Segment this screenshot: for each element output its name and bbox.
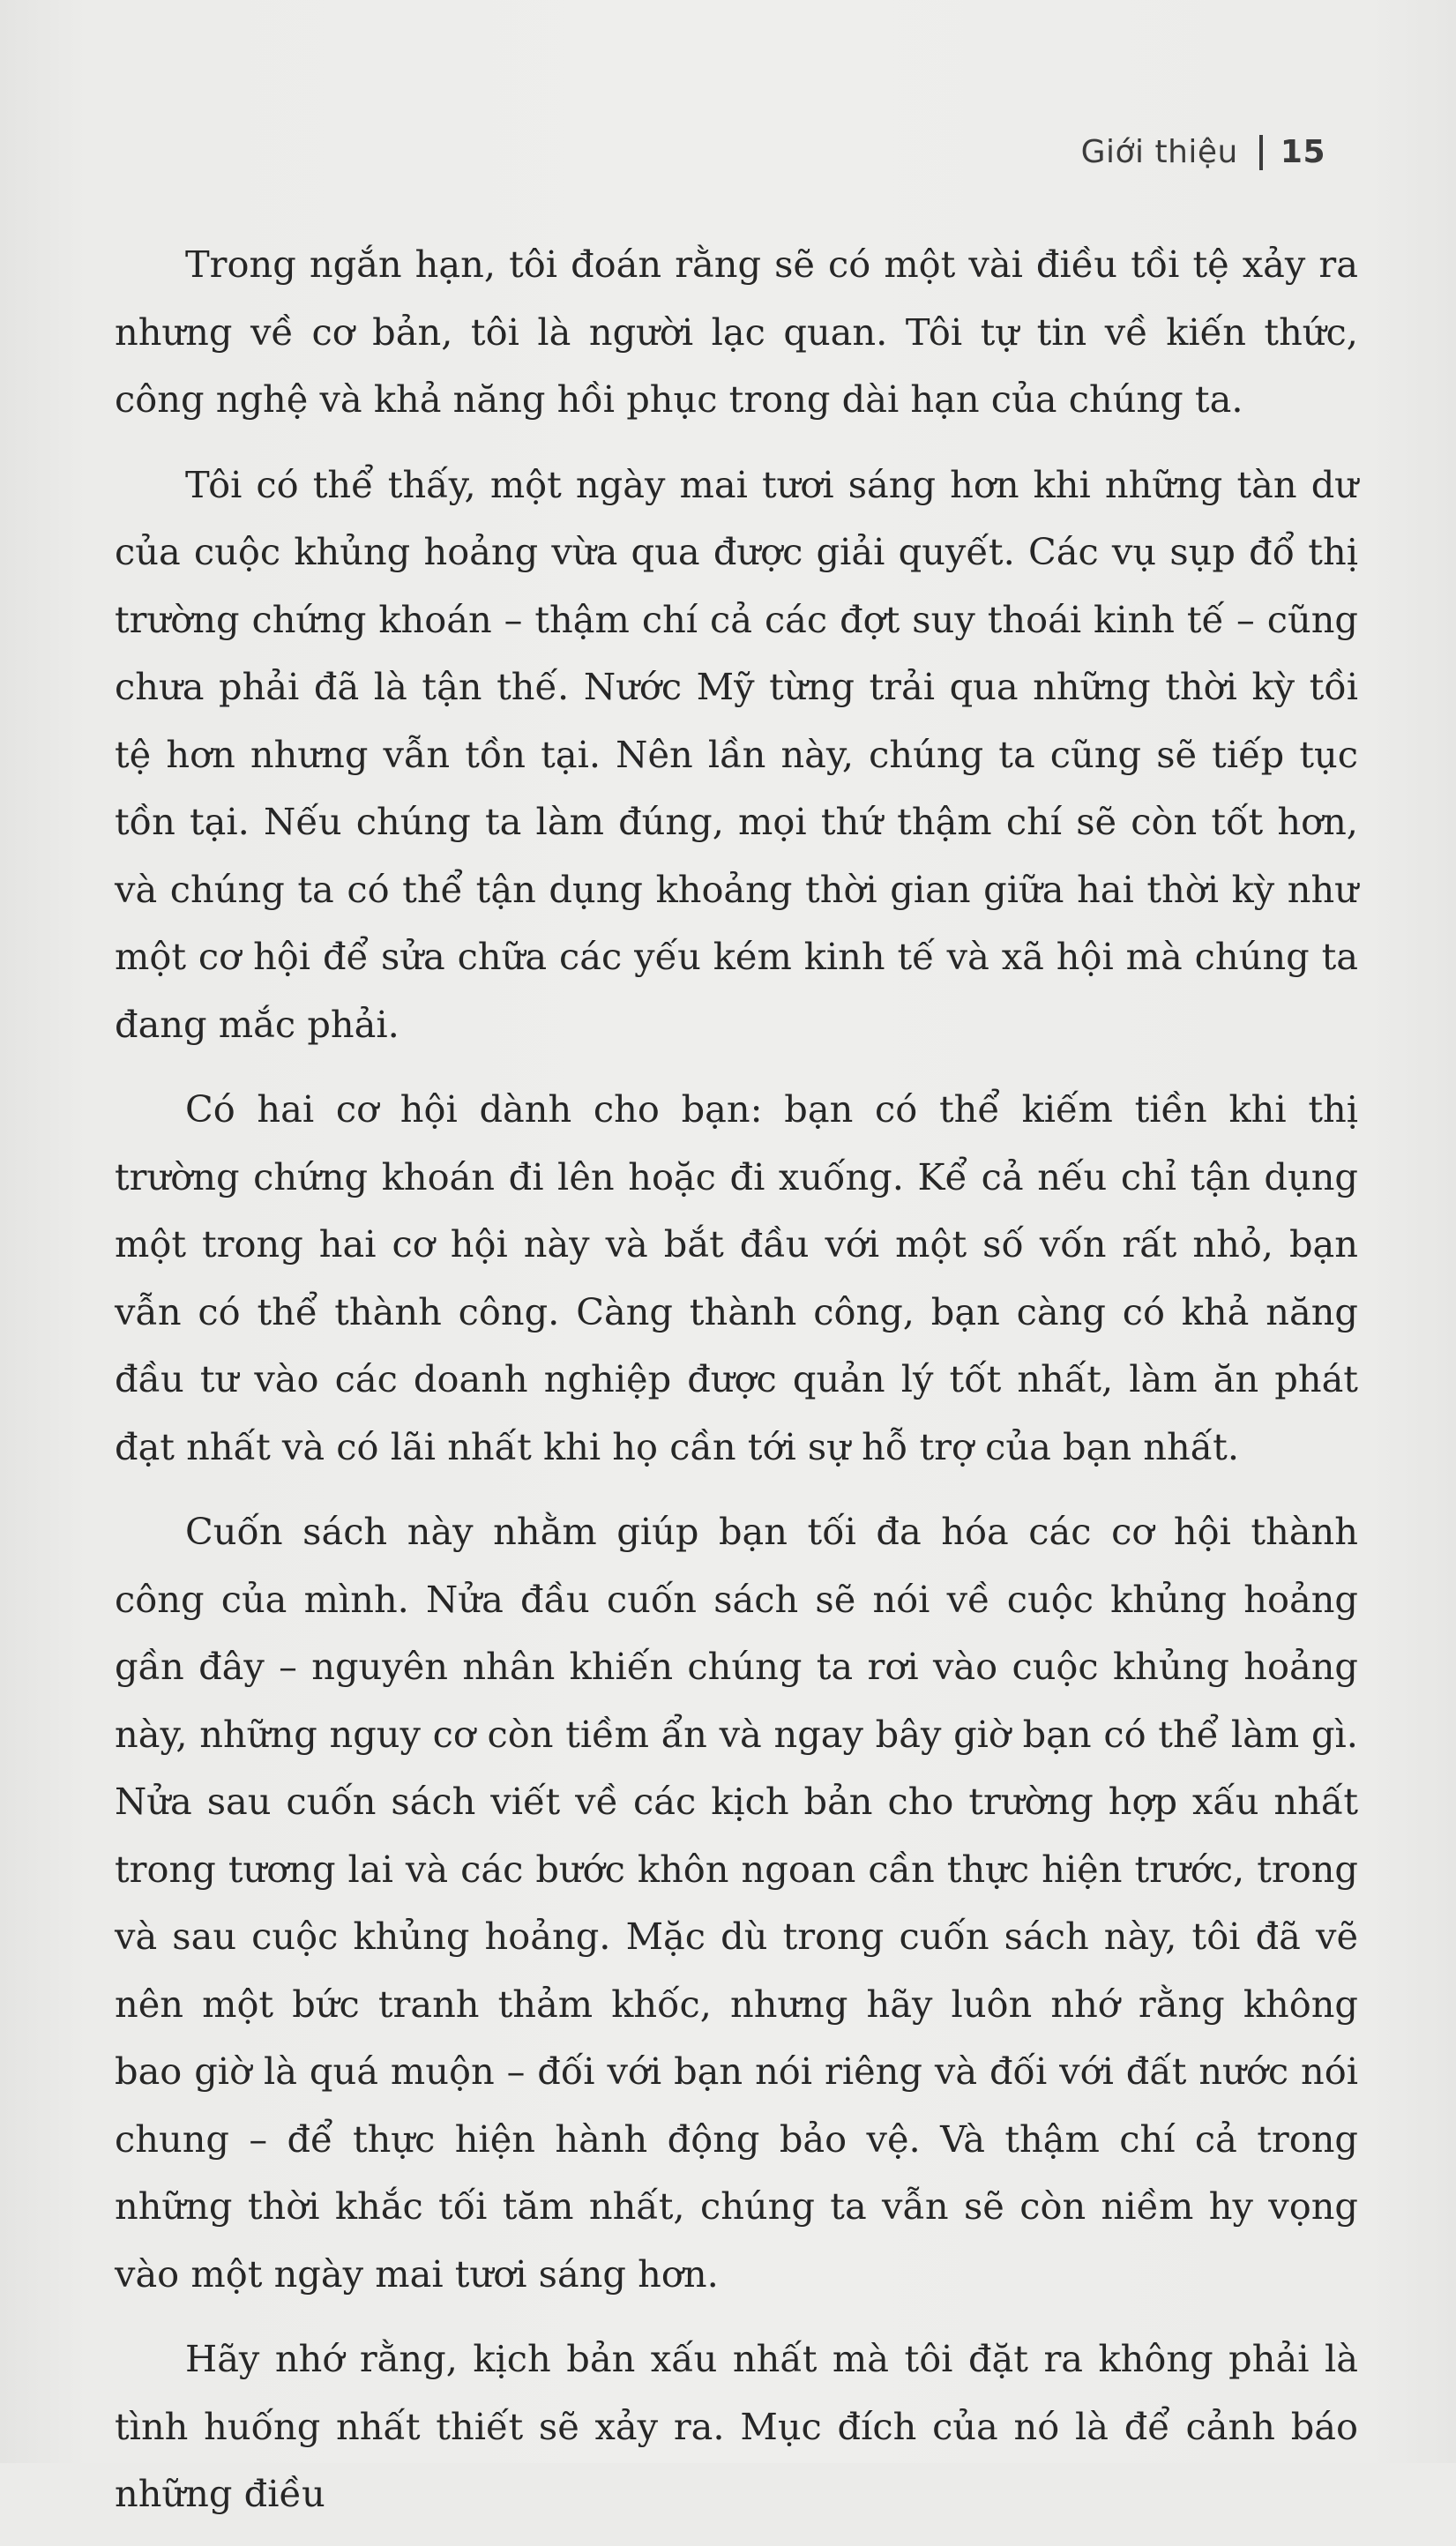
header-section-title: Giới thiệu [1080, 134, 1238, 170]
paragraph: Tôi có thể thấy, một ngày mai tươi sáng hơn khi những tàn dư của cuộc khủng hoảng vừa qua được giải quyết. Các vụ sụp đổ thị trường chứng khoán – thậm chí cả các đợt suy thoái kinh tế – cũng chưa phải đã là tận thế. Nước Mỹ từng trải qua những thời kỳ tồi tệ hơn nhưng vẫn tồn tại. Nên lần này, chúng ta cũng sẽ tiếp tục tồn tại. Nếu chúng ta làm đúng, mọi thứ thậm chí sẽ còn tốt hơn, và chúng ta có thể tận dụng khoảng thời gian giữa hai thời kỳ như một cơ hội để sửa chữa các yếu kém kinh tế và xã hội mà chúng ta đang mắc phải. [115, 462, 1358, 1046]
paragraph: Hãy nhớ rằng, kịch bản xấu nhất mà tôi đặt ra không phải là tình huống nhất thiết sẽ xảy ra. Mục đích của nó là để cảnh báo những điều [115, 2337, 1358, 2515]
page-number: 15 [1280, 134, 1325, 170]
paragraph: Trong ngắn hạn, tôi đoán rằng sẽ có một vài điều tồi tệ xảy ra nhưng về cơ bản, tôi là người lạc quan. Tôi tự tin về kiến thức, công nghệ và khả năng hồi phục trong dài hạn của chúng ta. [115, 243, 1358, 421]
body-text [115, 231, 1358, 2546]
paragraph: Cuốn sách này nhằm giúp bạn tối đa hóa các cơ hội thành công của mình. Nửa đầu cuốn sách sẽ nói về cuộc khủng hoảng gần đây – nguyên nhân khiến chúng ta rơi vào cuộc khủng hoảng này, những nguy cơ còn tiềm ẩn và ngay bây giờ bạn có thể làm gì. Nửa sau cuốn sách viết về các kịch bản cho trường hợp xấu nhất trong tương lai và các bước khôn ngoan cần thực hiện trước, trong và sau cuộc khủng hoảng. Mặc dù trong cuốn sách này, tôi đã vẽ nên một bức tranh thảm khốc, nhưng hãy luôn nhớ rằng không bao giờ là quá muộn – đối với bạn nói riêng và đối với đất nước nói chung – để thực hiện hành động bảo vệ. Và thậm chí cả trong những thời khắc tối tăm nhất, chúng ta vẫn sẽ còn niềm hy vọng vào một ngày mai tươi sáng hơn. [115, 1510, 1358, 2296]
header-separator [1259, 135, 1263, 170]
paragraph: Có hai cơ hội dành cho bạn: bạn có thể kiếm tiền khi thị trường chứng khoán đi lên hoặc đi xuống. Kể cả nếu chỉ tận dụng một trong hai cơ hội này và bắt đầu với một số vốn rất nhỏ, bạn vẫn có thể thành công. Càng thành công, bạn càng có khả năng đầu tư vào các doanh nghiệp được quản lý tốt nhất, làm ăn phát đạt nhất và có lãi nhất khi họ cần tới sự hỗ trợ của bạn nhất. [115, 1087, 1358, 1468]
running-header [1081, 134, 1325, 170]
